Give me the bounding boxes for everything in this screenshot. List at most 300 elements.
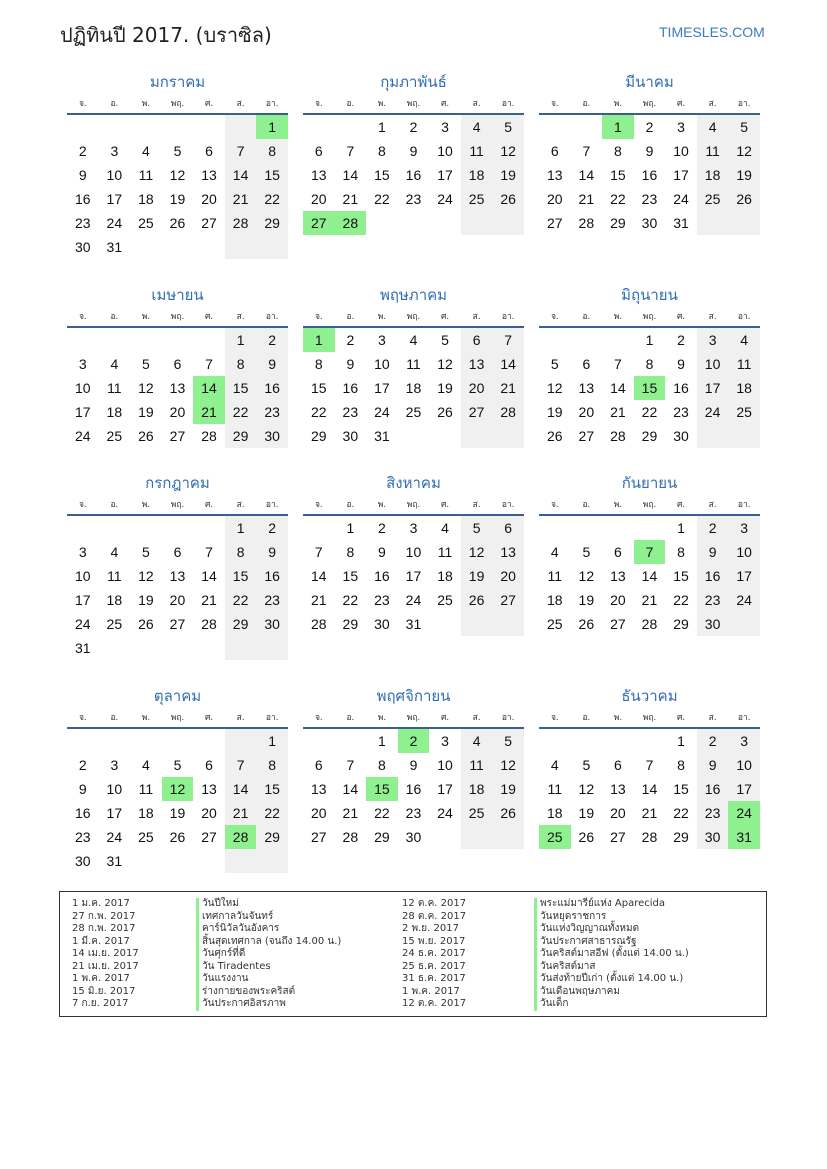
day-cell[interactable]: 4 xyxy=(461,729,493,753)
holiday-day-cell[interactable]: 2 xyxy=(398,729,430,753)
day-cell[interactable]: 18 xyxy=(728,376,760,400)
day-cell[interactable]: 25 xyxy=(106,616,123,632)
day-cell[interactable]: 30 xyxy=(697,825,729,849)
day-cell[interactable]: 31 xyxy=(106,239,123,255)
day-cell[interactable]: 20 xyxy=(461,376,493,400)
day-cell[interactable]: 4 xyxy=(110,356,119,372)
day-cell[interactable]: 24 xyxy=(437,191,453,207)
day-cell[interactable]: 21 xyxy=(225,801,257,825)
day-cell[interactable]: 7 xyxy=(225,753,257,777)
day-cell[interactable]: 12 xyxy=(492,753,524,777)
day-cell[interactable]: 2 xyxy=(256,516,288,540)
day-cell[interactable]: 15 xyxy=(610,167,626,183)
day-cell[interactable]: 13 xyxy=(169,568,186,584)
holiday-day-cell[interactable]: 14 xyxy=(193,376,225,400)
day-cell[interactable]: 8 xyxy=(256,753,288,777)
day-cell[interactable]: 30 xyxy=(256,424,288,448)
day-cell[interactable]: 11 xyxy=(547,781,563,797)
day-cell[interactable]: 26 xyxy=(169,829,186,845)
day-cell[interactable]: 19 xyxy=(169,805,186,821)
day-cell[interactable]: 8 xyxy=(677,757,685,773)
day-cell[interactable]: 6 xyxy=(614,544,622,560)
day-cell[interactable]: 13 xyxy=(461,352,493,376)
day-cell[interactable]: 22 xyxy=(256,187,288,211)
day-cell[interactable]: 2 xyxy=(256,328,288,352)
day-cell[interactable]: 19 xyxy=(578,805,595,821)
day-cell[interactable]: 3 xyxy=(677,119,685,135)
day-cell[interactable]: 1 xyxy=(256,729,288,753)
day-cell[interactable]: 6 xyxy=(550,143,559,159)
day-cell[interactable]: 27 xyxy=(310,829,327,845)
day-cell[interactable]: 4 xyxy=(142,757,150,773)
day-cell[interactable]: 20 xyxy=(492,564,524,588)
day-cell[interactable]: 28 xyxy=(492,400,524,424)
day-cell[interactable]: 4 xyxy=(550,757,559,773)
day-cell[interactable]: 20 xyxy=(169,592,186,608)
day-cell[interactable]: 28 xyxy=(578,215,595,231)
day-cell[interactable]: 18 xyxy=(437,568,453,584)
day-cell[interactable]: 21 xyxy=(578,191,595,207)
day-cell[interactable]: 14 xyxy=(310,568,327,584)
day-cell[interactable]: 12 xyxy=(492,139,524,163)
day-cell[interactable]: 21 xyxy=(201,592,217,608)
day-cell[interactable]: 23 xyxy=(74,215,91,231)
day-cell[interactable]: 2 xyxy=(78,143,87,159)
day-cell[interactable]: 7 xyxy=(582,143,591,159)
day-cell[interactable]: 19 xyxy=(169,191,186,207)
day-cell[interactable]: 17 xyxy=(74,404,91,420)
day-cell[interactable]: 24 xyxy=(74,428,91,444)
day-cell[interactable]: 14 xyxy=(342,781,359,797)
day-cell[interactable]: 1 xyxy=(378,733,386,749)
day-cell[interactable]: 12 xyxy=(578,568,595,584)
day-cell[interactable]: 3 xyxy=(728,729,760,753)
day-cell[interactable]: 14 xyxy=(641,781,658,797)
day-cell[interactable]: 17 xyxy=(405,568,422,584)
day-cell[interactable]: 7 xyxy=(346,143,355,159)
day-cell[interactable]: 25 xyxy=(728,400,760,424)
day-cell[interactable]: 1 xyxy=(645,332,654,348)
day-cell[interactable]: 26 xyxy=(169,215,186,231)
day-cell[interactable]: 5 xyxy=(173,143,182,159)
day-cell[interactable]: 29 xyxy=(225,424,257,448)
day-cell[interactable]: 5 xyxy=(550,356,559,372)
day-cell[interactable]: 27 xyxy=(461,400,493,424)
holiday-day-cell[interactable]: 15 xyxy=(634,376,666,400)
day-cell[interactable]: 13 xyxy=(610,781,626,797)
day-cell[interactable]: 8 xyxy=(677,544,685,560)
day-cell[interactable]: 18 xyxy=(461,777,493,801)
day-cell[interactable]: 25 xyxy=(437,592,453,608)
day-cell[interactable]: 4 xyxy=(461,115,493,139)
day-cell[interactable]: 25 xyxy=(461,801,493,825)
day-cell[interactable]: 2 xyxy=(697,516,729,540)
day-cell[interactable]: 1 xyxy=(677,733,685,749)
day-cell[interactable]: 26 xyxy=(728,187,760,211)
day-cell[interactable]: 18 xyxy=(461,163,493,187)
day-cell[interactable]: 29 xyxy=(673,616,689,632)
day-cell[interactable]: 7 xyxy=(314,544,323,560)
day-cell[interactable]: 16 xyxy=(342,380,359,396)
day-cell[interactable]: 22 xyxy=(374,191,390,207)
holiday-day-cell[interactable]: 1 xyxy=(602,115,634,139)
day-cell[interactable]: 3 xyxy=(110,757,119,773)
day-cell[interactable]: 17 xyxy=(374,380,390,396)
day-cell[interactable]: 5 xyxy=(492,115,524,139)
day-cell[interactable]: 20 xyxy=(310,191,327,207)
day-cell[interactable]: 17 xyxy=(74,592,91,608)
day-cell[interactable]: 8 xyxy=(614,143,622,159)
day-cell[interactable]: 15 xyxy=(225,376,257,400)
day-cell[interactable]: 16 xyxy=(641,167,658,183)
day-cell[interactable]: 3 xyxy=(441,733,449,749)
holiday-day-cell[interactable]: 12 xyxy=(162,777,194,801)
day-cell[interactable]: 9 xyxy=(256,540,288,564)
day-cell[interactable]: 23 xyxy=(641,191,658,207)
day-cell[interactable]: 8 xyxy=(256,139,288,163)
day-cell[interactable]: 17 xyxy=(437,167,453,183)
day-cell[interactable]: 3 xyxy=(78,356,87,372)
day-cell[interactable]: 24 xyxy=(673,191,689,207)
day-cell[interactable]: 26 xyxy=(437,404,453,420)
day-cell[interactable]: 17 xyxy=(106,805,123,821)
day-cell[interactable]: 18 xyxy=(138,191,154,207)
holiday-day-cell[interactable]: 15 xyxy=(366,777,398,801)
day-cell[interactable]: 9 xyxy=(346,356,355,372)
day-cell[interactable]: 3 xyxy=(378,332,386,348)
day-cell[interactable]: 16 xyxy=(697,564,729,588)
day-cell[interactable]: 12 xyxy=(169,167,186,183)
day-cell[interactable]: 26 xyxy=(492,801,524,825)
day-cell[interactable]: 16 xyxy=(697,777,729,801)
day-cell[interactable]: 18 xyxy=(106,592,123,608)
day-cell[interactable]: 17 xyxy=(106,191,123,207)
day-cell[interactable]: 16 xyxy=(673,380,689,396)
day-cell[interactable]: 26 xyxy=(461,588,493,612)
day-cell[interactable]: 18 xyxy=(106,404,123,420)
day-cell[interactable]: 13 xyxy=(201,167,217,183)
day-cell[interactable]: 31 xyxy=(405,616,422,632)
day-cell[interactable]: 27 xyxy=(169,616,186,632)
day-cell[interactable]: 2 xyxy=(645,119,654,135)
day-cell[interactable]: 11 xyxy=(107,380,122,396)
day-cell[interactable]: 6 xyxy=(173,544,182,560)
day-cell[interactable]: 6 xyxy=(205,757,213,773)
day-cell[interactable]: 4 xyxy=(409,332,418,348)
holiday-day-cell[interactable]: 1 xyxy=(303,328,335,352)
day-cell[interactable]: 11 xyxy=(547,568,563,584)
day-cell[interactable]: 22 xyxy=(610,191,626,207)
day-cell[interactable]: 5 xyxy=(582,544,591,560)
day-cell[interactable]: 9 xyxy=(409,143,418,159)
day-cell[interactable]: 4 xyxy=(728,328,760,352)
day-cell[interactable]: 31 xyxy=(106,853,123,869)
day-cell[interactable]: 13 xyxy=(310,781,327,797)
holiday-day-cell[interactable]: 21 xyxy=(193,400,225,424)
day-cell[interactable]: 2 xyxy=(78,757,87,773)
day-cell[interactable]: 5 xyxy=(728,115,760,139)
holiday-day-cell[interactable]: 25 xyxy=(539,825,571,849)
holiday-day-cell[interactable]: 28 xyxy=(225,825,257,849)
day-cell[interactable]: 21 xyxy=(342,191,359,207)
day-cell[interactable]: 24 xyxy=(728,588,760,612)
day-cell[interactable]: 11 xyxy=(461,139,493,163)
day-cell[interactable]: 23 xyxy=(342,404,359,420)
day-cell[interactable]: 20 xyxy=(201,805,217,821)
day-cell[interactable]: 27 xyxy=(492,588,524,612)
holiday-day-cell[interactable]: 1 xyxy=(256,115,288,139)
day-cell[interactable]: 14 xyxy=(492,352,524,376)
day-cell[interactable]: 19 xyxy=(728,163,760,187)
day-cell[interactable]: 6 xyxy=(582,356,591,372)
day-cell[interactable]: 13 xyxy=(546,167,563,183)
day-cell[interactable]: 19 xyxy=(138,404,154,420)
day-cell[interactable]: 15 xyxy=(225,564,257,588)
day-cell[interactable]: 5 xyxy=(142,544,150,560)
day-cell[interactable]: 6 xyxy=(314,757,323,773)
day-cell[interactable]: 15 xyxy=(673,568,689,584)
day-cell[interactable]: 17 xyxy=(728,564,760,588)
day-cell[interactable]: 28 xyxy=(201,428,217,444)
day-cell[interactable]: 22 xyxy=(673,592,689,608)
day-cell[interactable]: 18 xyxy=(138,805,154,821)
day-cell[interactable]: 19 xyxy=(461,564,493,588)
day-cell[interactable]: 25 xyxy=(106,428,123,444)
day-cell[interactable]: 14 xyxy=(578,167,595,183)
day-cell[interactable]: 6 xyxy=(173,356,182,372)
day-cell[interactable]: 15 xyxy=(256,777,288,801)
day-cell[interactable]: 5 xyxy=(173,757,182,773)
day-cell[interactable]: 10 xyxy=(74,568,91,584)
day-cell[interactable]: 1 xyxy=(346,520,355,536)
day-cell[interactable]: 6 xyxy=(205,143,213,159)
day-cell[interactable]: 10 xyxy=(405,544,422,560)
day-cell[interactable]: 20 xyxy=(610,805,626,821)
day-cell[interactable]: 8 xyxy=(346,544,355,560)
day-cell[interactable]: 17 xyxy=(437,781,453,797)
day-cell[interactable]: 31 xyxy=(74,640,91,656)
day-cell[interactable]: 16 xyxy=(256,376,288,400)
day-cell[interactable]: 11 xyxy=(728,352,760,376)
day-cell[interactable]: 23 xyxy=(673,404,689,420)
day-cell[interactable]: 20 xyxy=(610,592,626,608)
day-cell[interactable]: 17 xyxy=(673,167,689,183)
day-cell[interactable]: 8 xyxy=(645,356,654,372)
site-link[interactable]: TIMESLES.COM xyxy=(659,24,765,40)
day-cell[interactable]: 30 xyxy=(405,829,422,845)
day-cell[interactable]: 19 xyxy=(437,380,453,396)
day-cell[interactable]: 28 xyxy=(342,829,359,845)
day-cell[interactable]: 4 xyxy=(110,544,119,560)
day-cell[interactable]: 8 xyxy=(378,757,386,773)
day-cell[interactable]: 9 xyxy=(256,352,288,376)
day-cell[interactable]: 30 xyxy=(74,239,91,255)
day-cell[interactable]: 20 xyxy=(310,805,327,821)
day-cell[interactable]: 4 xyxy=(697,115,729,139)
day-cell[interactable]: 16 xyxy=(256,564,288,588)
day-cell[interactable]: 21 xyxy=(492,376,524,400)
day-cell[interactable]: 9 xyxy=(677,356,685,372)
day-cell[interactable]: 28 xyxy=(641,616,658,632)
day-cell[interactable]: 27 xyxy=(169,428,186,444)
day-cell[interactable]: 11 xyxy=(697,139,729,163)
day-cell[interactable]: 12 xyxy=(578,781,595,797)
day-cell[interactable]: 9 xyxy=(697,540,729,564)
day-cell[interactable]: 19 xyxy=(138,592,154,608)
holiday-day-cell[interactable]: 24 xyxy=(728,801,760,825)
day-cell[interactable]: 22 xyxy=(225,400,257,424)
day-cell[interactable]: 16 xyxy=(405,781,422,797)
day-cell[interactable]: 13 xyxy=(310,167,327,183)
day-cell[interactable]: 14 xyxy=(610,380,626,396)
day-cell[interactable]: 25 xyxy=(697,187,729,211)
day-cell[interactable]: 21 xyxy=(310,592,327,608)
day-cell[interactable]: 13 xyxy=(578,380,595,396)
day-cell[interactable]: 18 xyxy=(697,163,729,187)
day-cell[interactable]: 8 xyxy=(314,356,323,372)
day-cell[interactable]: 14 xyxy=(201,568,217,584)
day-cell[interactable]: 19 xyxy=(492,777,524,801)
day-cell[interactable]: 6 xyxy=(461,328,493,352)
day-cell[interactable]: 29 xyxy=(256,825,288,849)
day-cell[interactable]: 2 xyxy=(677,332,685,348)
day-cell[interactable]: 6 xyxy=(314,143,323,159)
day-cell[interactable]: 15 xyxy=(374,167,390,183)
day-cell[interactable]: 30 xyxy=(256,612,288,636)
day-cell[interactable]: 9 xyxy=(78,781,87,797)
day-cell[interactable]: 23 xyxy=(374,592,390,608)
day-cell[interactable]: 10 xyxy=(728,753,760,777)
day-cell[interactable]: 19 xyxy=(492,163,524,187)
day-cell[interactable]: 10 xyxy=(106,781,123,797)
day-cell[interactable]: 21 xyxy=(641,805,658,821)
day-cell[interactable]: 25 xyxy=(461,187,493,211)
day-cell[interactable]: 18 xyxy=(405,380,422,396)
day-cell[interactable]: 26 xyxy=(492,187,524,211)
day-cell[interactable]: 22 xyxy=(342,592,359,608)
day-cell[interactable]: 11 xyxy=(461,753,493,777)
day-cell[interactable]: 2 xyxy=(378,520,386,536)
day-cell[interactable]: 23 xyxy=(405,191,422,207)
day-cell[interactable]: 27 xyxy=(546,215,563,231)
day-cell[interactable]: 29 xyxy=(610,215,626,231)
day-cell[interactable]: 22 xyxy=(225,588,257,612)
day-cell[interactable]: 3 xyxy=(78,544,87,560)
day-cell[interactable]: 10 xyxy=(437,757,453,773)
day-cell[interactable]: 16 xyxy=(74,805,91,821)
day-cell[interactable]: 5 xyxy=(461,516,493,540)
day-cell[interactable]: 14 xyxy=(225,777,257,801)
day-cell[interactable]: 23 xyxy=(697,801,729,825)
day-cell[interactable]: 22 xyxy=(310,404,327,420)
day-cell[interactable]: 25 xyxy=(138,829,154,845)
day-cell[interactable]: 9 xyxy=(697,753,729,777)
day-cell[interactable]: 16 xyxy=(374,568,390,584)
day-cell[interactable]: 28 xyxy=(641,829,658,845)
day-cell[interactable]: 23 xyxy=(256,588,288,612)
day-cell[interactable]: 17 xyxy=(697,376,729,400)
day-cell[interactable]: 26 xyxy=(138,616,154,632)
day-cell[interactable]: 19 xyxy=(546,404,563,420)
day-cell[interactable]: 25 xyxy=(138,215,154,231)
day-cell[interactable]: 21 xyxy=(342,805,359,821)
day-cell[interactable]: 13 xyxy=(169,380,186,396)
day-cell[interactable]: 7 xyxy=(346,757,355,773)
day-cell[interactable]: 5 xyxy=(441,332,449,348)
day-cell[interactable]: 20 xyxy=(578,404,595,420)
day-cell[interactable]: 29 xyxy=(342,616,359,632)
day-cell[interactable]: 8 xyxy=(225,352,257,376)
day-cell[interactable]: 3 xyxy=(697,328,729,352)
day-cell[interactable]: 19 xyxy=(578,592,595,608)
day-cell[interactable]: 10 xyxy=(374,356,390,372)
day-cell[interactable]: 21 xyxy=(641,592,658,608)
day-cell[interactable]: 27 xyxy=(201,829,217,845)
day-cell[interactable]: 5 xyxy=(582,757,591,773)
day-cell[interactable]: 9 xyxy=(409,757,418,773)
day-cell[interactable]: 3 xyxy=(728,516,760,540)
day-cell[interactable]: 1 xyxy=(378,119,386,135)
day-cell[interactable]: 9 xyxy=(645,143,654,159)
day-cell[interactable]: 29 xyxy=(310,428,327,444)
day-cell[interactable]: 7 xyxy=(225,139,257,163)
day-cell[interactable]: 1 xyxy=(225,516,257,540)
day-cell[interactable]: 11 xyxy=(406,356,421,372)
day-cell[interactable]: 11 xyxy=(138,167,154,183)
day-cell[interactable]: 12 xyxy=(728,139,760,163)
day-cell[interactable]: 11 xyxy=(107,568,122,584)
day-cell[interactable]: 6 xyxy=(492,516,524,540)
day-cell[interactable]: 1 xyxy=(225,328,257,352)
day-cell[interactable]: 22 xyxy=(673,805,689,821)
day-cell[interactable]: 23 xyxy=(256,400,288,424)
day-cell[interactable]: 8 xyxy=(378,143,386,159)
day-cell[interactable]: 7 xyxy=(614,356,622,372)
day-cell[interactable]: 28 xyxy=(610,428,626,444)
day-cell[interactable]: 12 xyxy=(138,568,154,584)
day-cell[interactable]: 11 xyxy=(138,781,154,797)
day-cell[interactable]: 15 xyxy=(256,163,288,187)
day-cell[interactable]: 13 xyxy=(201,781,217,797)
day-cell[interactable]: 6 xyxy=(614,757,622,773)
day-cell[interactable]: 27 xyxy=(201,215,217,231)
day-cell[interactable]: 28 xyxy=(225,211,257,235)
day-cell[interactable]: 14 xyxy=(641,568,658,584)
holiday-day-cell[interactable]: 7 xyxy=(634,540,666,564)
day-cell[interactable]: 3 xyxy=(409,520,418,536)
day-cell[interactable]: 10 xyxy=(673,143,689,159)
day-cell[interactable]: 18 xyxy=(546,592,563,608)
day-cell[interactable]: 26 xyxy=(578,616,595,632)
day-cell[interactable]: 11 xyxy=(437,544,453,560)
day-cell[interactable]: 13 xyxy=(610,568,626,584)
day-cell[interactable]: 15 xyxy=(342,568,359,584)
day-cell[interactable]: 21 xyxy=(610,404,626,420)
day-cell[interactable]: 30 xyxy=(673,428,689,444)
day-cell[interactable]: 30 xyxy=(641,215,658,231)
day-cell[interactable]: 21 xyxy=(225,187,257,211)
day-cell[interactable]: 26 xyxy=(546,428,563,444)
day-cell[interactable]: 7 xyxy=(492,328,524,352)
day-cell[interactable]: 17 xyxy=(728,777,760,801)
day-cell[interactable]: 4 xyxy=(550,544,559,560)
day-cell[interactable]: 7 xyxy=(645,757,654,773)
holiday-day-cell[interactable]: 28 xyxy=(335,211,367,235)
day-cell[interactable]: 22 xyxy=(374,805,390,821)
day-cell[interactable]: 5 xyxy=(142,356,150,372)
day-cell[interactable]: 29 xyxy=(673,829,689,845)
day-cell[interactable]: 10 xyxy=(697,352,729,376)
